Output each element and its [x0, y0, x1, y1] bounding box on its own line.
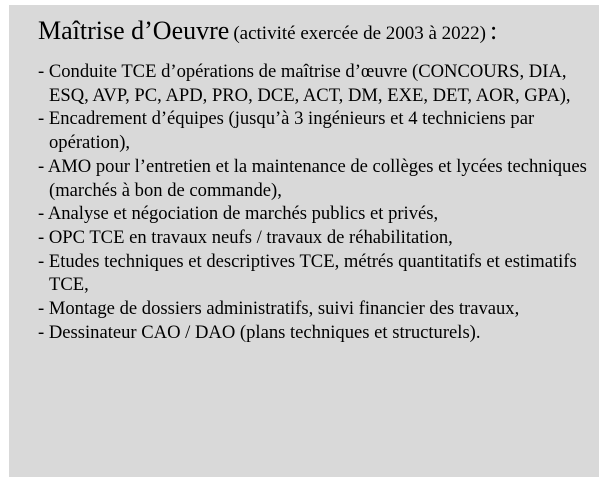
- section-heading: [38, 14, 497, 52]
- experience-panel: [9, 5, 599, 477]
- list-item: - Analyse et négociation de marchés publics et privés,: [38, 203, 439, 225]
- list-item: - Conduite TCE d’opérations de maîtrise d’œuvre (CONCOURS, DIA, ESQ, AVP, PC, APD, PRO, DCE, ACT, DM, EXE, DET, AOR, GPA),: [38, 61, 571, 106]
- list-item: - Encadrement d’équipes (jusqu’à 3 ingénieurs et 4 techniciens par opération),: [38, 108, 535, 154]
- task-list: [38, 60, 598, 344]
- heading-colon: :: [490, 16, 498, 45]
- list-item: - Montage de dossiers administratifs, suivi financier des travaux,: [38, 298, 520, 320]
- list-item: - Dessinateur CAO / DAO (plans techniques et structurels).: [38, 321, 481, 343]
- list-item: - AMO pour l’entretien et la maintenance de collèges et lycées techniques (marchés à bon de commande),: [38, 155, 587, 201]
- section-title: Maîtrise d’Oeuvre: [38, 16, 230, 45]
- section-period: (activité exercée de 2003 à 2022): [233, 23, 487, 44]
- list-item: - Etudes techniques et descriptives TCE, métrés quantitatifs et estimatifs TCE,: [38, 250, 577, 296]
- list-item: - OPC TCE en travaux neufs / travaux de réhabilitation,: [38, 226, 453, 248]
